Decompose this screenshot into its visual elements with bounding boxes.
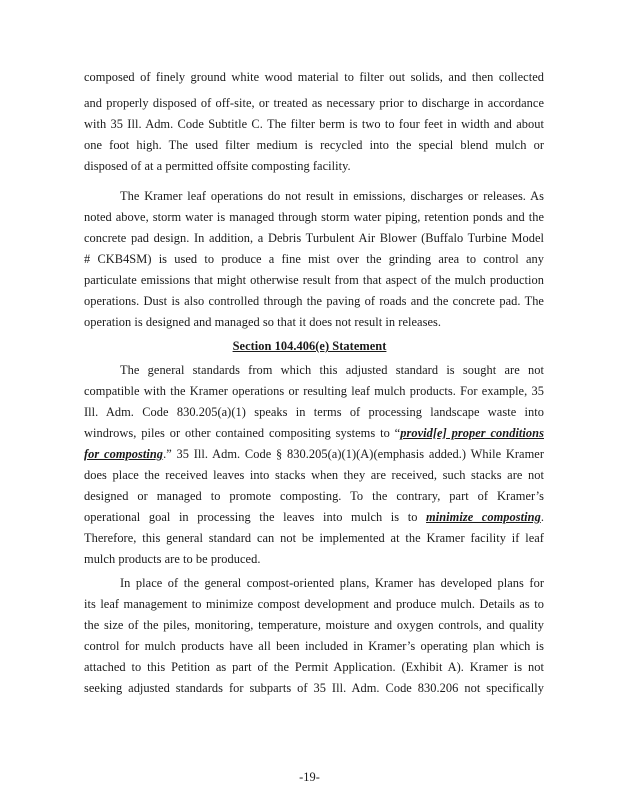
body-text-line: noted above, storm water is managed through storm water piping, retention ponds and the bbox=[84, 210, 544, 224]
body-text-line: concrete pad design. In addition, a Debris Turbulent Air Blower (Buffalo Turbine Model bbox=[84, 231, 544, 245]
body-text-line bbox=[84, 426, 544, 440]
body-text-line: one foot high. The used filter medium is recycled into the special blend mulch or bbox=[84, 138, 544, 152]
emphasized-text: for composting bbox=[84, 447, 164, 461]
body-text-line: # CKB4SM) is used to produce a fine mist over the grinding area to control any bbox=[84, 252, 544, 266]
body-text-line: mulch products are to be produced. bbox=[84, 552, 261, 566]
body-text-line: In place of the general compost-oriented plans, Kramer has developed plans for bbox=[120, 576, 544, 590]
page-number: -19- bbox=[299, 770, 320, 784]
emphasized-text: provid[e] proper conditions bbox=[400, 426, 544, 440]
body-text-line: and properly disposed of off-site, or treated as necessary prior to discharge in accordance bbox=[84, 96, 544, 110]
body-text-segment: windrows, piles or other contained compositing systems to “ bbox=[84, 426, 401, 440]
body-text-line bbox=[84, 447, 544, 461]
body-text-line: compatible with the Kramer operations or resulting leaf mulch products. For example, 35 bbox=[84, 384, 544, 398]
body-text-line: Therefore, this general standard can not be implemented at the Kramer facility if leaf bbox=[84, 531, 544, 545]
body-text-line: composed of finely ground white wood material to filter out solids, and then collected bbox=[84, 70, 544, 84]
body-text-segment: .” 35 Ill. Adm. Code § 830.205(a)(1)(A)(emphasis added.) While Kramer bbox=[163, 447, 544, 461]
body-text-segment: . bbox=[540, 510, 544, 524]
body-text-line: operations. Dust is also controlled through the paving of roads and the concrete pad. The bbox=[84, 294, 544, 308]
body-text-line: operation is designed and managed so that it does not result in releases. bbox=[84, 315, 442, 329]
body-text-line: control for mulch products have all been included in Kramer’s operating plan which is bbox=[84, 639, 544, 653]
body-text-line: disposed of at a permitted offsite composting facility. bbox=[84, 159, 351, 173]
body-text-line: designed or managed to promote composting. To the contrary, part of Kramer’s bbox=[84, 489, 544, 503]
body-text-line: The general standards from which this adjusted standard is sought are not bbox=[120, 363, 544, 377]
body-text-line: seeking adjusted standards for subparts of 35 Ill. Adm. Code 830.206 not specifically bbox=[84, 681, 544, 695]
body-text-line: with 35 Ill. Adm. Code Subtitle C. The filter berm is two to four feet in width and about bbox=[84, 117, 544, 131]
body-text-line: The Kramer leaf operations do not result in emissions, discharges or releases. As bbox=[120, 189, 544, 203]
body-text-line: the size of the piles, monitoring, temperature, moisture and oxygen controls, and quality bbox=[84, 618, 544, 632]
body-text-line: Ill. Adm. Code 830.205(a)(1) speaks in terms of processing landscape waste into bbox=[84, 405, 544, 419]
body-text-line: does place the received leaves into stacks when they are received, such stacks are not bbox=[84, 468, 544, 482]
body-text-line bbox=[84, 510, 544, 524]
section-heading: Section 104.406(e) Statement bbox=[232, 339, 387, 353]
body-text-line: its leaf management to minimize compost development and produce mulch. Details as to bbox=[84, 597, 544, 611]
emphasized-text: minimize composting bbox=[426, 510, 541, 524]
body-text-line: attached to this Petition as part of the Permit Application. (Exhibit A). Kramer is not bbox=[84, 660, 544, 674]
body-text-line: particulate emissions that might otherwise result from that aspect of the mulch production bbox=[84, 273, 544, 287]
body-text-segment: operational goal in processing the leaves into mulch is to bbox=[84, 510, 427, 524]
